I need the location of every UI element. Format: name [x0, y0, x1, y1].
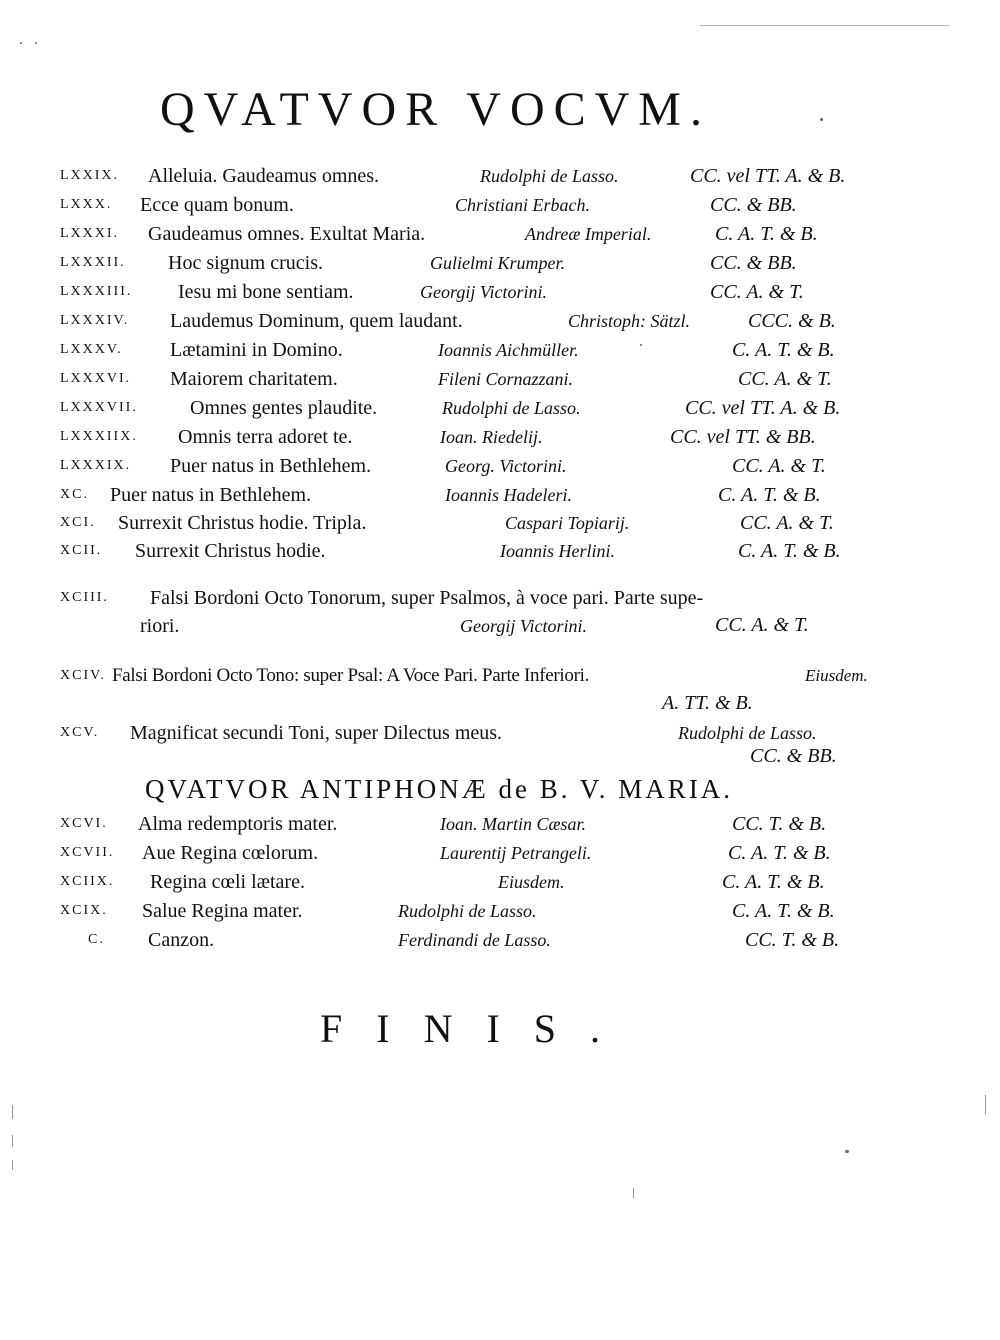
entry-title: Iesu mi bone sentiam.: [178, 281, 354, 303]
entry-number: LXXIX.: [60, 168, 120, 183]
entry-composer: Caspari Topiarij.: [505, 513, 630, 533]
scan-speck: [640, 344, 642, 346]
entry-title: Maiorem charitatem.: [170, 368, 338, 390]
entry-composer: Rudolphi de Lasso.: [678, 723, 817, 743]
entry-voices: CC. & BB.: [750, 745, 837, 767]
entry-title: Puer natus in Bethlehem.: [110, 484, 312, 506]
entry-title: Laudemus Dominum, quem laudant.: [170, 310, 463, 332]
entry-composer: Christoph: Sätzl.: [568, 311, 691, 331]
entry-title: Salue Regina mater.: [142, 900, 303, 922]
entry-voices: C. A. T. & B.: [732, 339, 835, 361]
entry-voices: CC. A. & T.: [732, 455, 826, 477]
entry-composer: Christiani Erbach.: [455, 195, 591, 215]
entry-number: LXXXV.: [60, 342, 123, 357]
scan-mark: [12, 1135, 13, 1147]
entry-composer: Ioan. Martin Cæsar.: [440, 814, 587, 834]
entry-number: XCIIX.: [60, 874, 115, 889]
entry-voices: C. A. T. & B.: [732, 900, 835, 922]
entry-voices: CC. A. & T.: [740, 512, 834, 534]
entry-voices: C. A. T. & B.: [722, 871, 825, 893]
entry-number: XCIII.: [60, 590, 109, 605]
entry-voices: CC. vel TT. A. & B.: [685, 397, 841, 419]
scan-speck: [820, 118, 823, 121]
entry-composer: Laurentij Petrangeli.: [440, 843, 592, 863]
entry-number: XCIX.: [60, 903, 108, 918]
entry-composer: Rudolphi de Lasso.: [442, 398, 581, 418]
entry-number: XCII.: [60, 543, 103, 558]
entry-number: C.: [88, 932, 105, 947]
entry-composer: Fileni Cornazzani.: [438, 369, 574, 389]
scan-mark: [700, 25, 950, 26]
list-item: [60, 663, 900, 693]
entry-composer: Ioannis Aichmüller.: [438, 340, 579, 360]
entry-title: Aue Regina cœlorum.: [142, 842, 319, 864]
entry-number: LXXXIIX.: [60, 429, 138, 444]
entry-composer: Ioannis Hadeleri.: [445, 485, 572, 505]
list-item: [60, 510, 890, 540]
section-heading: QVATVOR ANTIPHONÆ de B. V. MARIA.: [145, 774, 734, 804]
list-item: [60, 279, 890, 309]
entry-title: Omnes gentes plaudite.: [190, 397, 378, 419]
entry-composer: Rudolphi de Lasso.: [398, 901, 537, 921]
list-item: [60, 869, 890, 899]
entry-composer: Gulielmi Krumper.: [430, 253, 565, 273]
entry-voices: CC. T. & B.: [745, 929, 840, 951]
entry-voices: CC. vel TT. A. & B.: [690, 165, 846, 187]
list-item: [60, 811, 890, 841]
list-item: [60, 221, 890, 251]
entry-number: LXXXVII.: [60, 400, 138, 415]
entry-number: LXXXIV.: [60, 313, 130, 328]
entry-number: LXXXVI.: [60, 371, 132, 386]
entry-composer: Georgij Victorini.: [460, 616, 587, 636]
list-item: [60, 538, 890, 568]
entry-voices: C. A. T. & B.: [738, 540, 841, 562]
entry-composer: Eiusdem.: [498, 872, 565, 892]
list-item: [60, 453, 890, 483]
list-item: [60, 337, 890, 367]
entry-title: Regina cœli lætare.: [150, 871, 305, 893]
entry-number: LXXX.: [60, 197, 113, 212]
entry-composer: Eiusdem.: [805, 666, 868, 685]
entry-number: XC.: [60, 487, 89, 502]
entry-composer: Andreæ Imperial.: [525, 224, 652, 244]
entry-number: XCVII.: [60, 845, 115, 860]
list-item: [60, 192, 890, 222]
list-item: [60, 250, 890, 280]
list-item: [60, 366, 890, 396]
entry-voices: CC. vel TT. & BB.: [670, 426, 816, 448]
entry-composer: Ioan. Riedelij.: [440, 427, 543, 447]
entry-title: Alma redemptoris mater.: [138, 813, 338, 835]
entry-voices: C. A. T. & B.: [728, 842, 831, 864]
entry-title: Gaudeamus omnes. Exultat Maria.: [148, 223, 426, 245]
entry-title: Canzon.: [148, 929, 215, 951]
entry-composer: Ferdinandi de Lasso.: [398, 930, 551, 950]
scan-mark: [985, 1095, 986, 1115]
list-item: [60, 482, 890, 512]
entry-number: LXXXIX.: [60, 458, 132, 473]
list-item: [60, 840, 890, 870]
list-item: [60, 395, 890, 425]
entry-composer: Georg. Victorini.: [445, 456, 567, 476]
entry-title: Lætamini in Domino.: [170, 339, 343, 361]
list-item: [60, 927, 890, 957]
scan-mark: [12, 1160, 13, 1170]
scan-mark: [12, 1105, 13, 1119]
list-item: [60, 163, 890, 193]
entry-composer: Ioannis Herlini.: [500, 541, 615, 561]
list-item: [60, 424, 890, 454]
entry-voices: CC. & BB.: [710, 252, 797, 274]
scan-speck: [35, 42, 37, 44]
scan-speck: [845, 1150, 849, 1153]
entry-title: Alleluia. Gaudeamus omnes.: [148, 165, 380, 187]
entry-number: XCIV.: [60, 668, 106, 683]
entry-title: Surrexit Christus hodie. Tripla.: [118, 512, 367, 534]
entry-voices: A. TT. & B.: [662, 692, 753, 714]
entry-number: XCI.: [60, 515, 96, 530]
entry-title-continuation: riori.: [140, 615, 180, 637]
entry-title: Puer natus in Bethlehem.: [170, 455, 372, 477]
entry-title: Magnificat secundi Toni, super Dilectus meus.: [130, 722, 503, 744]
entry-number: LXXXI.: [60, 226, 120, 241]
list-item: [60, 585, 890, 615]
entry-number: LXXXIII.: [60, 284, 133, 299]
entry-composer: Rudolphi de Lasso.: [480, 166, 619, 186]
scan-mark: [633, 1188, 634, 1198]
entry-title: Ecce quam bonum.: [140, 194, 294, 216]
entry-composer: Georgij Victorini.: [420, 282, 547, 302]
list-item: [60, 898, 890, 928]
entry-voices: CC. A. & T.: [710, 281, 804, 303]
entry-number: XCVI.: [60, 816, 108, 831]
entry-title: Surrexit Christus hodie.: [135, 540, 326, 562]
entry-title: Falsi Bordoni Octo Tonorum, super Psalmos, à voce pari. Parte supe-: [150, 587, 704, 609]
entry-number: XCV.: [60, 725, 100, 740]
entry-voices: CC. A. & T.: [738, 368, 832, 390]
scan-speck: [20, 42, 22, 44]
list-item: [60, 308, 890, 338]
entry-title: Falsi Bordoni Octo Tono: super Psal: A Voce Pari. Parte Inferiori.: [112, 665, 590, 686]
entry-voices: CCC. & B.: [748, 310, 836, 332]
entry-voices: C. A. T. & B.: [715, 223, 818, 245]
finis-text: FINIS.: [320, 1006, 635, 1051]
entry-title: Hoc signum crucis.: [168, 252, 323, 274]
entry-voices: CC. & BB.: [710, 194, 797, 216]
entry-number: LXXXII.: [60, 255, 126, 270]
entry-voices: CC. T. & B.: [732, 813, 827, 835]
entry-title: Omnis terra adoret te.: [178, 426, 353, 448]
entry-voices: CC. A. & T.: [715, 614, 809, 636]
page-title: QVATVOR VOCVM.: [160, 83, 711, 136]
entry-voices: C. A. T. & B.: [718, 484, 821, 506]
